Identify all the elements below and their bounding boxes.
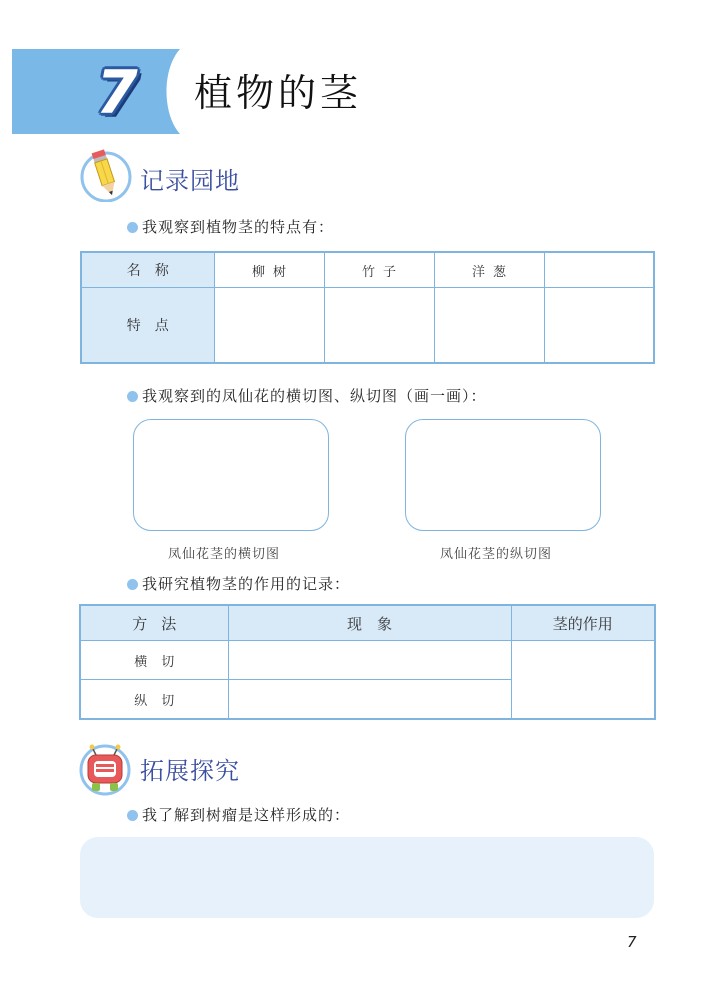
table-row-cross-cut: 横切 bbox=[80, 641, 228, 680]
cross-section-drawing-box[interactable] bbox=[133, 419, 329, 531]
table-row-longitudinal-cut: 纵切 bbox=[80, 680, 228, 720]
answer-cell[interactable] bbox=[324, 288, 434, 364]
section-title-explore: 拓展探究 bbox=[140, 757, 240, 785]
prompt-stem-function: 我研究植物茎的作用的记录： bbox=[127, 573, 350, 595]
prompt-draw-sections: 我观察到的凤仙花的横切图、纵切图（画一画）： bbox=[127, 385, 487, 407]
chapter-title: 植物的茎 bbox=[194, 71, 363, 115]
stem-features-table bbox=[80, 251, 655, 364]
column-willow: 柳树 bbox=[214, 252, 324, 288]
longitudinal-section-drawing-box[interactable] bbox=[405, 419, 601, 531]
column-blank[interactable] bbox=[544, 252, 654, 288]
robot-icon bbox=[78, 743, 132, 797]
answer-cell[interactable] bbox=[228, 641, 511, 680]
table-row-label-features: 特点 bbox=[81, 288, 214, 364]
answer-cell[interactable] bbox=[434, 288, 544, 364]
pencil-icon bbox=[79, 148, 133, 202]
section-title-record: 记录园地 bbox=[140, 167, 240, 195]
answer-cell[interactable] bbox=[544, 288, 654, 364]
table-header-phenomenon: 现 象 bbox=[228, 605, 511, 641]
bullet-icon bbox=[127, 579, 138, 590]
column-bamboo: 竹子 bbox=[324, 252, 434, 288]
tree-burl-answer-box[interactable] bbox=[80, 837, 654, 918]
prompt-stem-features: 我观察到植物茎的特点有： bbox=[127, 216, 334, 238]
bullet-icon bbox=[127, 222, 138, 233]
table-header-function: 茎的作用 bbox=[511, 605, 655, 641]
caption-cross-section: 凤仙花茎的横切图 bbox=[168, 547, 281, 562]
table-header-method: 方法 bbox=[80, 605, 228, 641]
column-onion: 洋葱 bbox=[434, 252, 544, 288]
prompt-tree-burl: 我了解到树瘤是这样形成的： bbox=[127, 804, 350, 826]
answer-cell[interactable] bbox=[228, 680, 511, 720]
stem-function-table bbox=[79, 604, 656, 720]
caption-longitudinal-section: 凤仙花茎的纵切图 bbox=[440, 547, 553, 562]
bullet-icon bbox=[127, 391, 138, 402]
answer-cell-function[interactable] bbox=[511, 641, 655, 720]
bullet-icon bbox=[127, 810, 138, 821]
chapter-number: 7 bbox=[96, 58, 138, 128]
answer-cell[interactable] bbox=[214, 288, 324, 364]
table-header-name: 名称 bbox=[81, 252, 214, 288]
page-number: 7 bbox=[627, 933, 637, 951]
